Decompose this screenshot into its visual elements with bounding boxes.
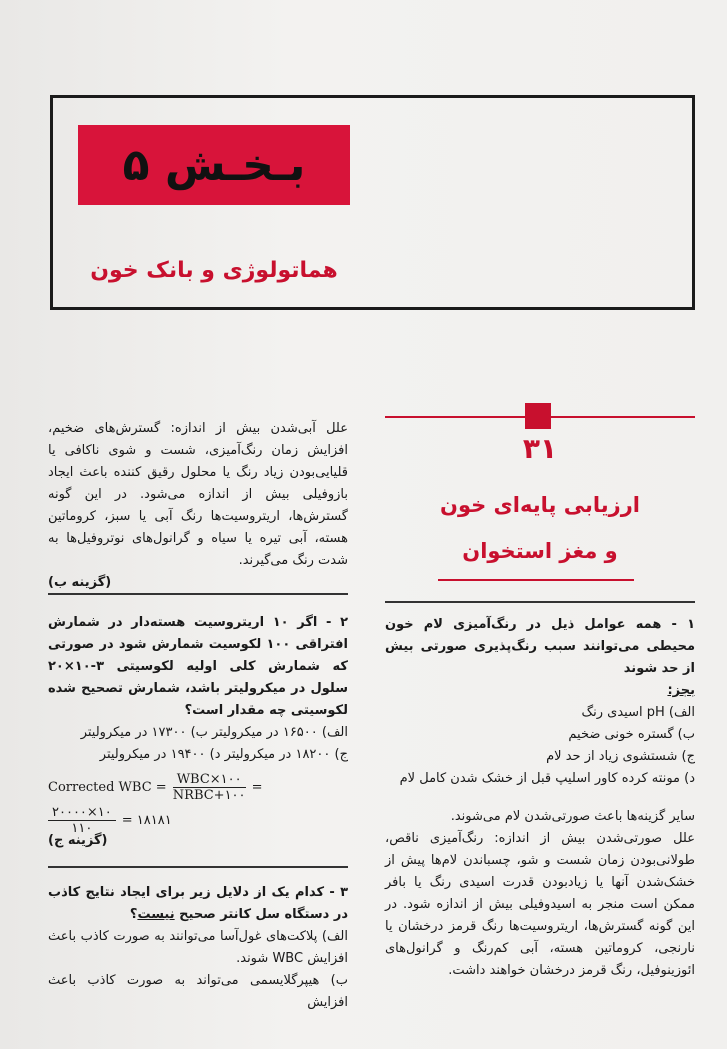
corrected-wbc-formula (48, 772, 348, 836)
chapter-bottom-rule (438, 579, 634, 581)
formula-numerator-1: WBC×۱۰۰ (173, 772, 246, 788)
answer-label: (گزینه ب) (48, 575, 112, 590)
section-banner (78, 125, 350, 205)
formula-fraction-1 (173, 772, 246, 803)
formula-equals: = (251, 780, 263, 795)
question-1-option-d: د) مونته کرده کاور اسلیپ قبل از خشک شدن کامل لام (399, 771, 695, 786)
question-3 (48, 882, 348, 1014)
explanation-text: علل آبی‌شدن بیش از اندازه: گسترش‌های ضخیم، افزایش زمان رنگ‌آمیزی، شست و شوی ناکافی یا قلیایی‌بودن زیاد رنگ یا محلول رقیق کننده باعث ایجاد بازوفیلی بیش از اندازه می‌شود. در این گونه گسترش‌ها، اریتروسیت‌ها رنگ آبی یا سبز، کروماتین هسته، آبی تیره یا سیاه و گرانول‌های نوتروفیل‌ها به شدت رنگ می‌گیرند. (48, 421, 348, 568)
question-1-except-label: بجز: (667, 683, 695, 698)
question-1-option-c: ج) شستشوی زیاد از حد لام (546, 749, 695, 764)
formula-numerator-2: ۲۰۰۰۰×۱۰ (48, 805, 116, 821)
chapter-title-line2: و مغز استخوان (462, 539, 618, 563)
question-3-emphasis: نیست (137, 907, 175, 922)
question-divider (48, 593, 348, 595)
question-1-option-a: الف) pH اسیدی رنگ (581, 705, 695, 720)
question-2-options-row2: ج) ۱۸۲۰۰ در میکرولیتر د) ۱۹۴۰۰ در میکرولیتر (99, 747, 348, 762)
formula-denominator-1: NRBC+۱۰۰ (172, 788, 246, 803)
explanation-text-2: علل صورتی‌شدن بیش از اندازه: رنگ‌آمیزی ناقص، طولانی‌بودن زمان شست و شو، چسباندن لام‌ها پیش از خشک‌شدن آنها یا زیادبودن قدرت اسیدی رنگ یا بافر ممکن است منجر به اسیدوفیلی بیش از اندازه شود. در این گونه گسترش‌ها، اریتروسیت‌ها رنگ قرمز درخشان یا نارنجی، کروماتین هسته، آبی کم‌رنگ و گرانول‌های ائوزینوفیل، رنگ قرمز درخشان خواهند داشت. (385, 831, 695, 978)
question-2-options-row1: الف) ۱۶۵۰۰ در میکرولیتر ب) ۱۷۳۰۰ در میکرولیتر (80, 725, 348, 740)
question-3-option-b: ب) هیپرگلایسمی می‌تواند به صورت کاذب باعث افزایش (48, 973, 348, 1010)
chapter-marker (525, 403, 551, 429)
question-3-text-end: ؟ (129, 907, 138, 922)
question-3-text (48, 882, 348, 926)
question-2 (48, 612, 348, 766)
question-1-option-b: ب) گستره خونی ضخیم (568, 727, 695, 742)
question-divider (385, 601, 695, 603)
explanation-line-1: سایر گزینه‌ها باعث صورتی‌شدن لام می‌شوند. (450, 809, 695, 824)
question-1-except (385, 680, 695, 702)
formula-label: Corrected WBC = (48, 780, 167, 795)
chapter-title (390, 482, 690, 574)
left-continued-explanation (48, 418, 348, 594)
chapter-number: ۳۱ (522, 432, 558, 465)
section-title: بـخـش ۵ (122, 139, 306, 191)
question-2-answer: (گزینه ج) (48, 833, 108, 848)
question-divider (48, 866, 348, 868)
question-1-text: ۱ - همه عوامل ذیل در رنگ‌آمیزی لام خون محیطی می‌توانند سبب رنگ‌پذیری صورتی بیش از حد شوند (385, 617, 695, 676)
question-3-text-part: ۳ - کدام یک از دلایل زیر برای ایجاد نتایج کاذب در دستگاه سل کانتر صحیح (48, 885, 348, 922)
question-3-option-a: الف) پلاکت‌های غول‌آسا می‌توانند به صورت کاذب باعث افزایش WBC شوند. (48, 929, 348, 966)
question-2-text: ۲ - اگر ۱۰ اریتروسیت هسته‌دار در شمارش افتراقی ۱۰۰ لکوسیت شمارش شود در صورتی که شمارش کلی اولیه لکوسیتی ۳-۱۰×۲۰ سلول در میکرولیتر باشد، شمارش تصحیح شده لکوسیتی چه مقدار است؟ (48, 615, 349, 718)
chapter-title-line1: ارزیابی پایه‌ای خون (440, 493, 640, 517)
section-subtitle: هماتولوژی و بانک خون (90, 258, 338, 283)
formula-denominator-2: ۱۱۰ (71, 821, 93, 836)
question-1 (385, 614, 695, 790)
question-1-explanation (385, 806, 695, 982)
formula-result: = ۱۸۱۸۱ (121, 813, 172, 828)
